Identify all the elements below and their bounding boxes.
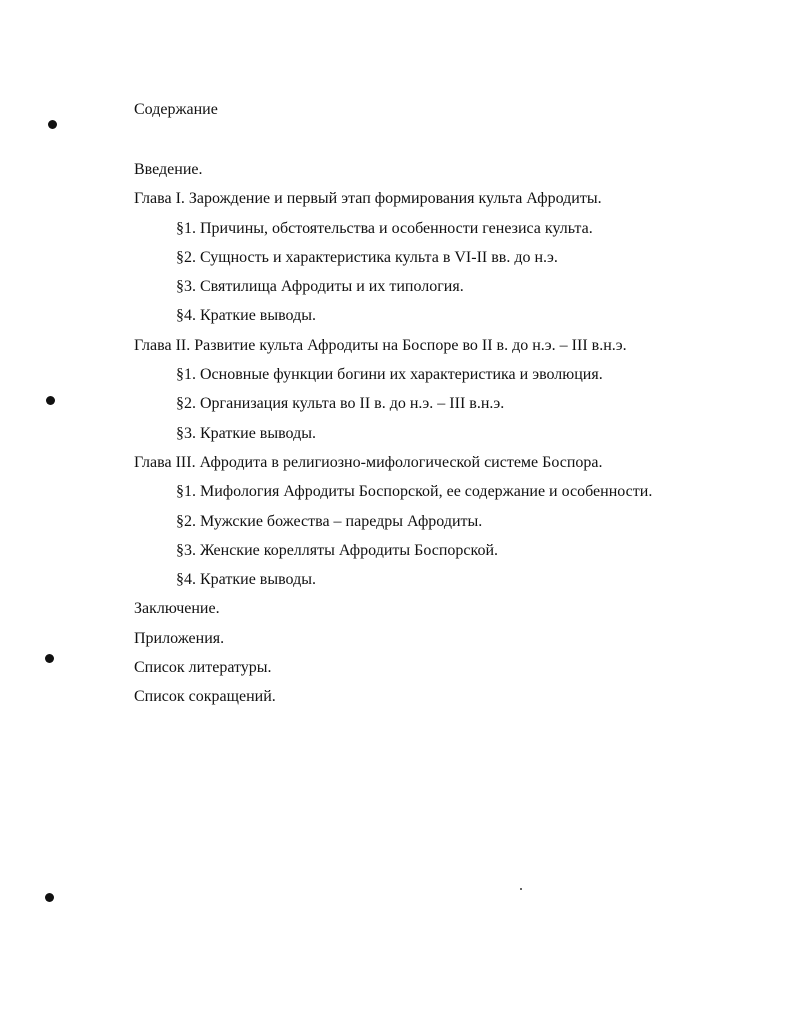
toc-section-entry: §2. Сущность и характеристика культа в VI-II вв. до н.э. [176, 248, 558, 266]
toc-section-entry: §3. Святилища Афродиты и их типология. [176, 278, 464, 296]
toc-section-entry: §3. Женские корелляты Афродиты Боспорской. [176, 541, 499, 559]
toc-section-entry: §1. Причины, обстоятельства и особенности генезиса культа. [176, 219, 593, 237]
toc-section-entry: §1. Мифология Афродиты Боспорской, ее содержание и особенности. [176, 483, 653, 501]
toc-chapter-entry: Глава II. Развитие культа Афродиты на Боспоре во II в. до н.э. – III в.н.э. [134, 336, 627, 354]
toc-section-entry: §1. Основные функции богини их характеристика и эволюция. [176, 366, 603, 384]
scan-mark [45, 654, 54, 663]
toc-section-entry: §2. Организация культа во II в. до н.э. – III в.н.э. [176, 395, 505, 413]
scan-mark [46, 396, 55, 405]
toc-section-entry: §3. Краткие выводы. [176, 424, 316, 442]
scan-mark [45, 893, 54, 902]
toc-chapter-entry: Глава I. Зарождение и первый этап формирования культа Афродиты. [134, 190, 602, 208]
toc-chapter-entry: Приложения. [134, 629, 225, 647]
toc-section-entry: §2. Мужские божества – паредры Афродиты. [176, 512, 483, 530]
toc-section-entry: §4. Краткие выводы. [176, 307, 316, 325]
toc-chapter-entry: Глава III. Афродита в религиозно-мифологической системе Боспора. [134, 453, 603, 471]
scan-mark [48, 120, 57, 129]
table-of-contents [134, 160, 652, 717]
toc-chapter-entry: Введение. [134, 161, 203, 178]
toc-chapter-entry: Список сокращений. [134, 688, 276, 706]
page-title: Содержание [134, 101, 218, 118]
toc-chapter-entry: Список литературы. [134, 659, 272, 677]
toc-section-entry: §4. Краткие выводы. [176, 571, 316, 589]
scan-dot [520, 888, 522, 890]
toc-chapter-entry: Заключение. [134, 600, 220, 618]
